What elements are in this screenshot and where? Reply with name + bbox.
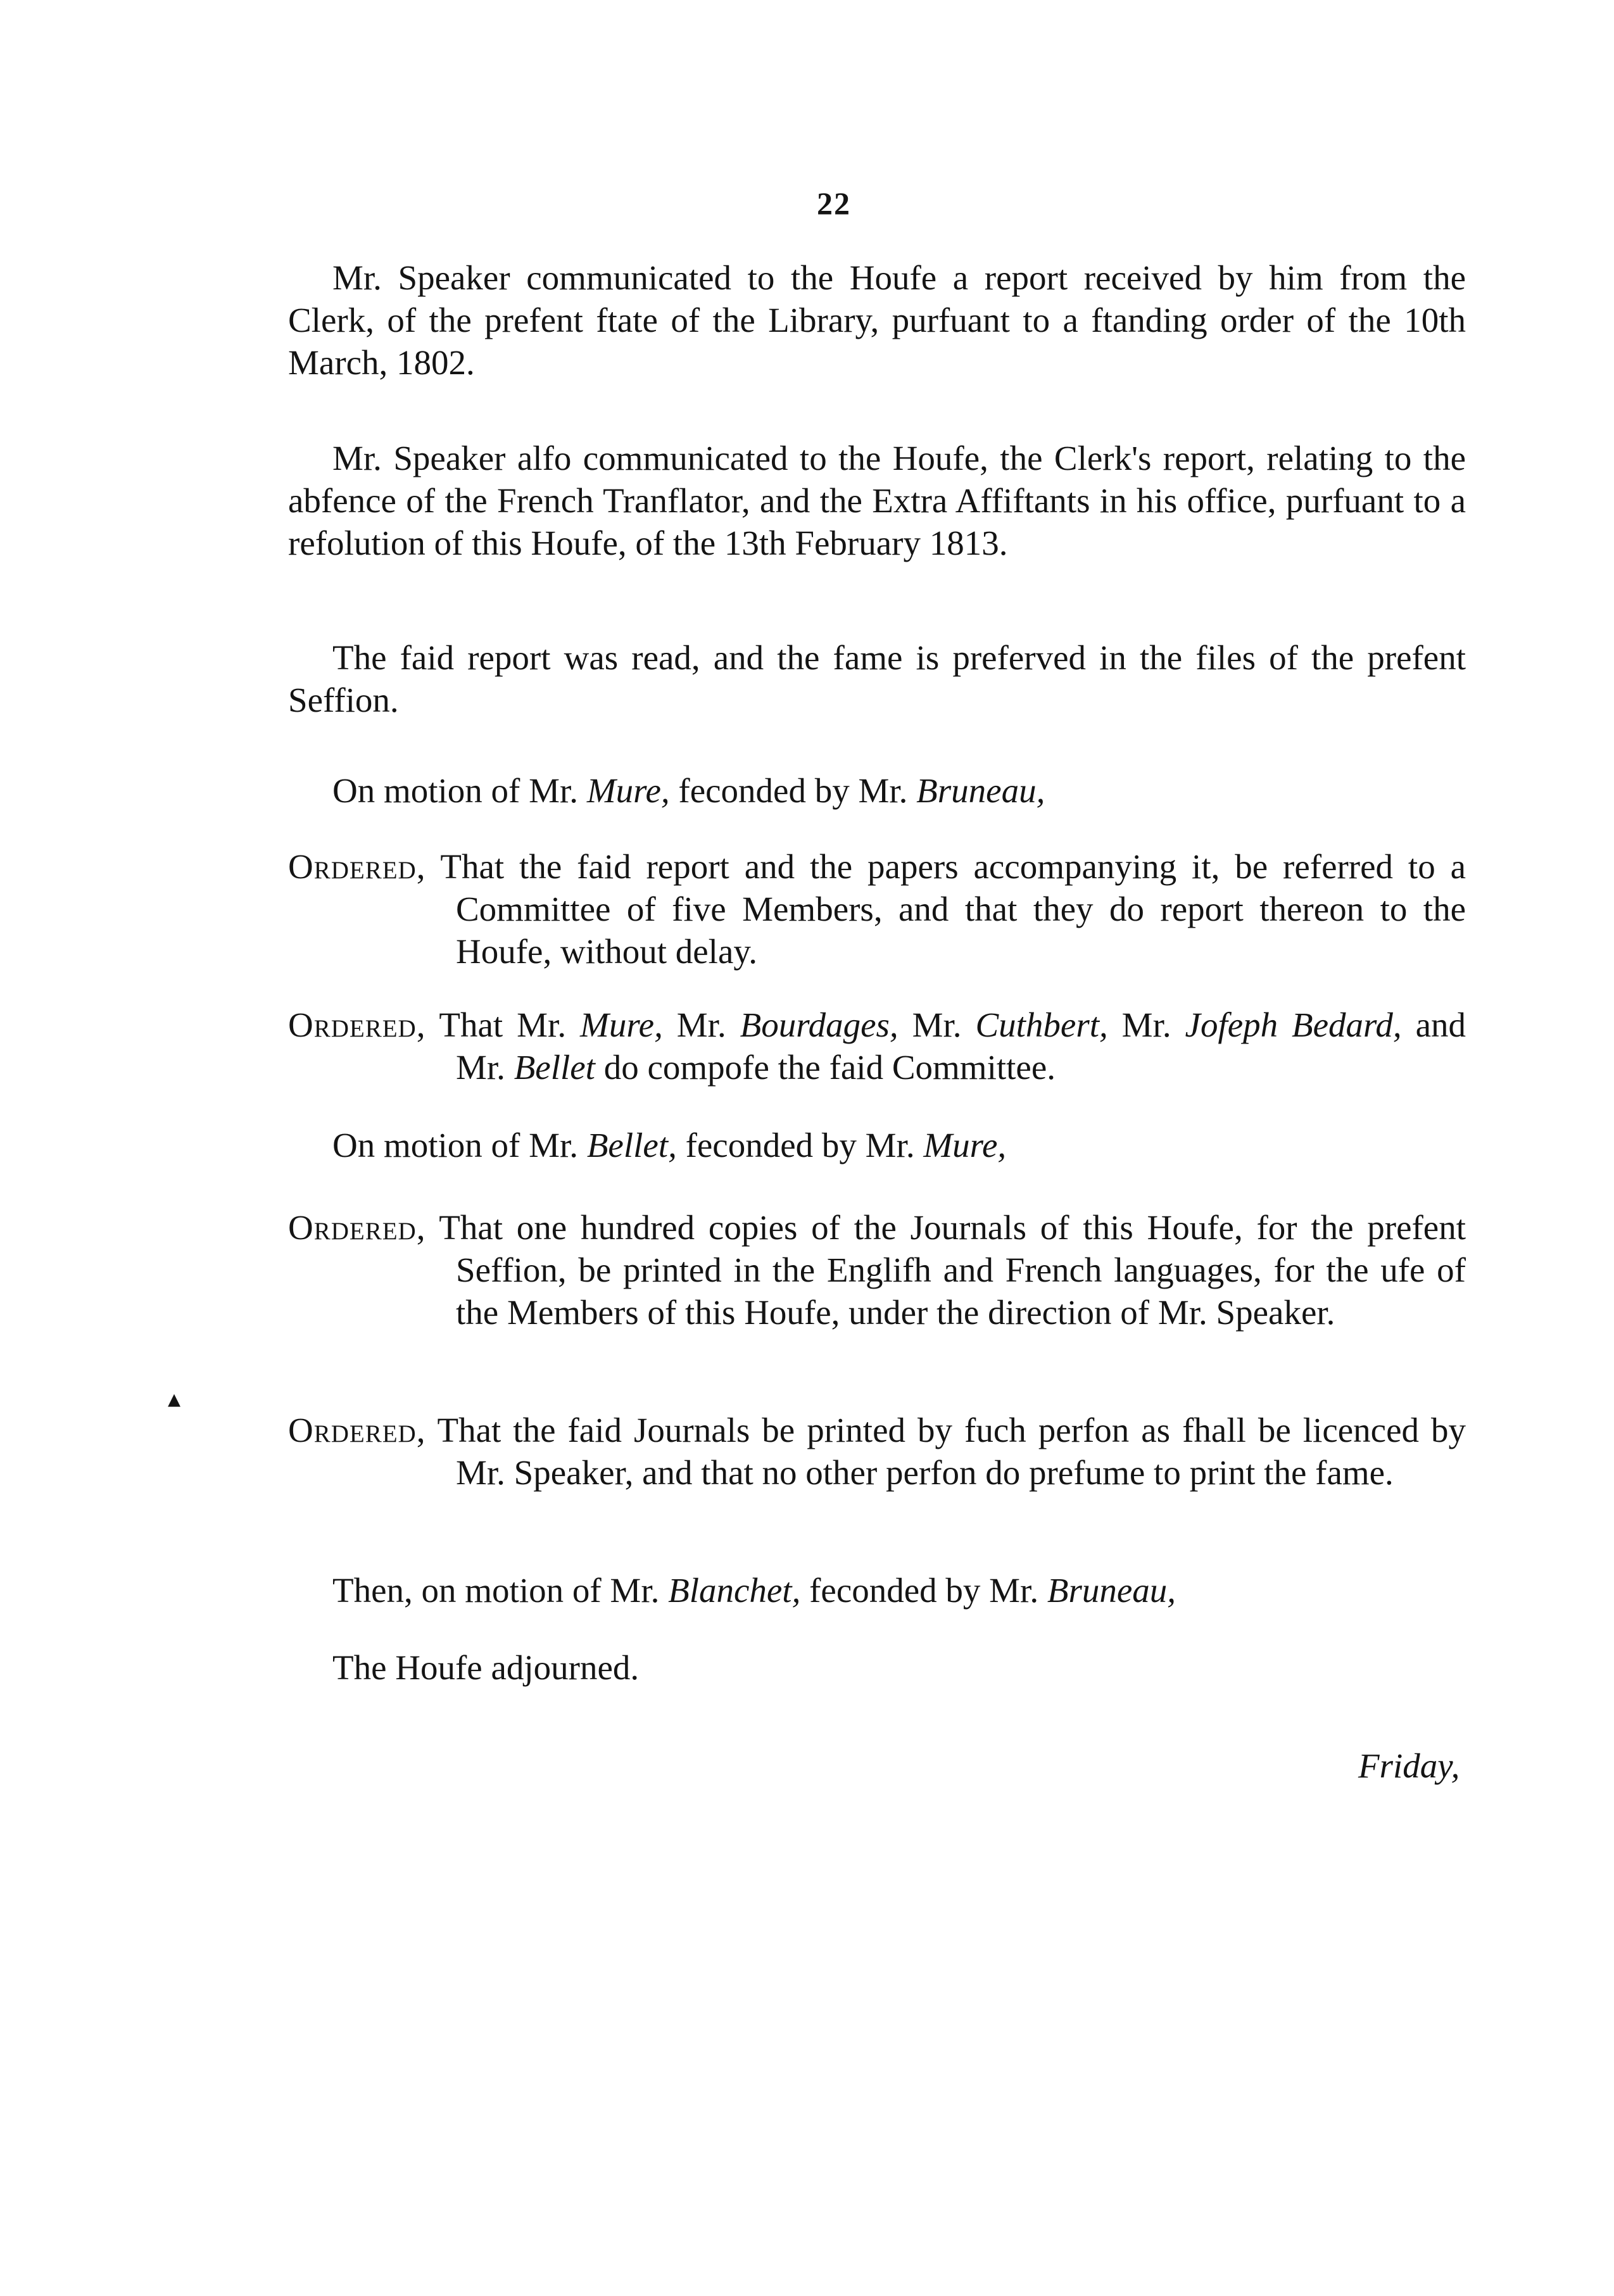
order-text: That one hundred copies of the Journals of this Houfe, for the prefent Seffion, be printed in the Englifh and French languages, for the ufe of the Members of this Houfe, under the direction of Mr. Speaker. xyxy=(439,1208,1466,1332)
seconder-name: Mure, xyxy=(923,1126,1007,1164)
motion-bellet-mure xyxy=(332,1124,1006,1166)
ordered-label: Ordered, xyxy=(288,1411,426,1449)
order-text: That the faid Journals be printed by fuch perfon as fhall be licenced by Mr. Speaker, and that no other perfon do prefume to print the fame. xyxy=(437,1411,1466,1492)
motion-blanchet-bruneau xyxy=(332,1569,1176,1612)
paragraph-clerk-report: Mr. Speaker alfo communicated to the Houfe, the Clerk's report, relating to the abfence of the French Tranflator, and the Extra Affiftants in his office, purfuant to a refolution of this Houfe, of the 13th February 1813. xyxy=(288,439,1466,562)
motion-seconded: feconded by Mr. xyxy=(678,771,908,810)
house-adjourned: The Houfe adjourned. xyxy=(332,1648,640,1687)
ordered-label: Ordered, xyxy=(288,1006,426,1044)
stray-mark: ▴ xyxy=(168,1384,181,1413)
member-name: Cuthbert, xyxy=(975,1006,1108,1044)
seconder-name: Bruneau, xyxy=(916,771,1045,810)
motion-mure-bruneau xyxy=(332,769,1045,812)
mover-name: Mure, xyxy=(586,771,670,810)
mover-name: Bellet, xyxy=(586,1126,677,1164)
ordered-label: Ordered, xyxy=(288,1208,426,1247)
motion-prefix: On motion of Mr. xyxy=(332,1126,579,1164)
motion-seconded: feconded by Mr. xyxy=(809,1571,1039,1610)
seconder-name: Bruneau, xyxy=(1047,1571,1176,1610)
order-printer-licence xyxy=(288,1409,1466,1494)
motion-seconded: feconded by Mr. xyxy=(685,1126,915,1164)
order-print-journals xyxy=(288,1206,1466,1334)
paragraph-report-read: The faid report was read, and the fame is preferved in the files of the prefent Seffion. xyxy=(288,638,1466,719)
member-name: Bourdages, xyxy=(740,1006,898,1044)
member-name: Bellet xyxy=(514,1048,595,1087)
member-name: Mure, xyxy=(580,1006,663,1044)
motion-prefix: On motion of Mr. xyxy=(332,771,579,810)
page-number: 22 xyxy=(817,186,851,221)
order-refer-committee xyxy=(288,845,1466,973)
member-name: Jofeph Bedard, xyxy=(1185,1006,1402,1044)
ordered-label: Ordered, xyxy=(288,847,426,886)
mover-name: Blanchet, xyxy=(668,1571,801,1610)
order-committee-members: Ordered, That Mr. Mure, Mr. Bourdages, Mr. Cuthbert, Mr. Jofeph Bedard, and Mr. Bellet do compofe the faid Committee. xyxy=(288,1006,1466,1087)
catchword: Friday, xyxy=(1358,1746,1460,1785)
paragraph-library-report: Mr. Speaker communicated to the Houfe a report received by him from the Clerk, of the prefent ftate of the Library, purfuant to a ftanding order of the 10th March, 1802. xyxy=(288,258,1466,382)
order-text: That the faid report and the papers accompanying it, be referred to a Committee of five Members, and that they do report thereon to the Houfe, without delay. xyxy=(440,847,1466,971)
motion-prefix: Then, on motion of Mr. xyxy=(332,1571,660,1610)
